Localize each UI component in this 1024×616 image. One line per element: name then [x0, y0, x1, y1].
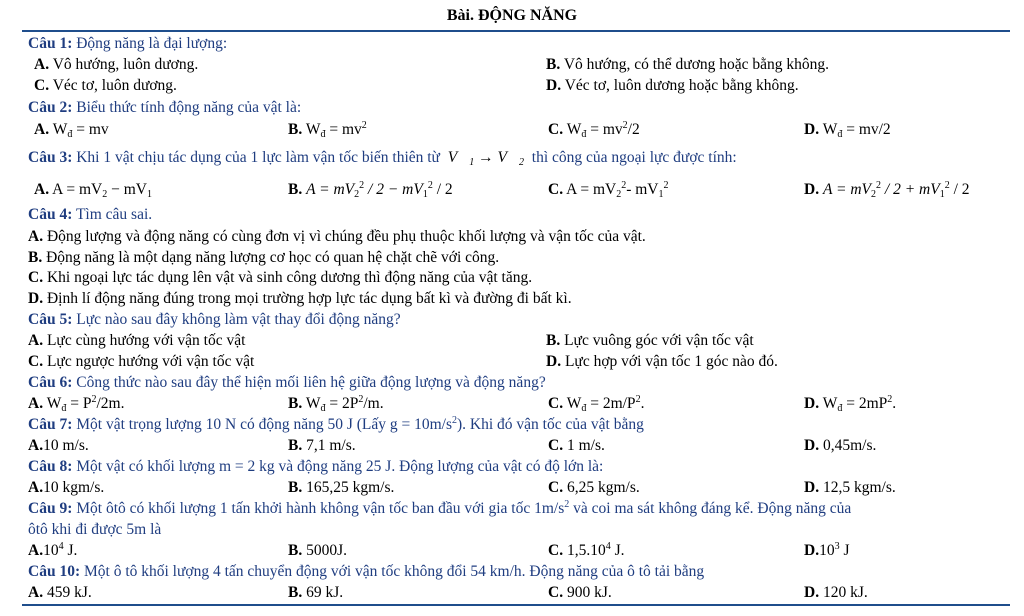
question-2: Câu 2: Biểu thức tính động năng của vật là: — [28, 99, 302, 116]
q2-option-a: A. $W_đ$ = mv — [34, 121, 109, 140]
q6-option-c: C. $W_đ = 2m/P^2$. — [548, 394, 645, 414]
q1-option-a: A. Vô hướng, luôn dương. — [34, 56, 199, 73]
q5-option-c: C. Lực ngược hướng với vận tốc vật — [28, 353, 255, 370]
q1-option-c: C. Véc tơ, luôn dương. — [34, 77, 177, 94]
question-8: Câu 8: Một vật có khối lượng m = 2 kg và động năng 25 J. Động lượng của vật có độ lớn là: — [28, 458, 604, 475]
q7-option-c: C. 1 m/s. — [548, 437, 605, 454]
q4-option-c: C. Khi ngoại lực tác dụng lên vật và sinh công dương thì động năng của vật tăng. — [28, 269, 533, 286]
q5-option-d: D. Lực hợp với vận tốc 1 góc nào đó. — [546, 353, 778, 370]
question-9-line2: ôtô khi đi được 5m là — [28, 521, 162, 538]
q10-option-d: D. 120 kJ. — [804, 584, 868, 601]
q8-option-b: B. 165,25 kgm/s. — [288, 479, 395, 496]
q6-option-a: A. $W_đ = P^2/2m$. — [28, 394, 125, 414]
q9-option-c: C. 1,5.10$^4$ J. — [548, 541, 625, 559]
question-3: Câu 3: Khi 1 vật chịu tác dụng của 1 lực làm vận tốc biến thiên từ $V⃗_1$ → $V⃗_2$ thì công của ngoại lực được tính: — [28, 149, 737, 168]
q3-option-c: C. $A = mV_2^2-$ $mV_1^2$ — [548, 180, 669, 200]
q3-option-d: D. $A = mV_2^2 / 2 + mV_1^2 / 2$ — [804, 180, 970, 200]
q4-option-d: D. Định lí động năng đúng trong mọi trường hợp lực tác dụng bất kì và đường đi bất kì. — [28, 290, 572, 307]
q9-option-d: $D.10^3$ J — [804, 541, 850, 559]
q8-option-a: A.10 kgm/s. — [28, 479, 105, 496]
q7-option-b: B. 7,1 m/s. — [288, 437, 356, 454]
q8-option-c: C. 6,25 kgm/s. — [548, 479, 640, 496]
q7-option-d: D. 0,45m/s. — [804, 437, 877, 454]
bottom-rule — [22, 604, 1010, 606]
question-10: Câu 10: Một ô tô khối lượng 4 tấn chuyển động với vận tốc không đổi 54 km/h. Động năng của ô tô tải bằng — [28, 563, 705, 580]
q3-option-b: B. $A = mV_2^2 / 2 - mV_1^2 / 2$ — [288, 180, 453, 200]
question-7: Câu 7: Một vật trọng lượng 10 N có động năng 50 J (Lấy $g = 10m/s^2$). Khi đó vận tốc của vật bằng — [28, 415, 644, 433]
q10-option-b: B. 69 kJ. — [288, 584, 344, 601]
q4-option-a: A. Động lượng và động năng có cùng đơn vị vì chúng đều phụ thuộc khối lượng và vận tốc của vật. — [28, 228, 646, 245]
q2-option-d: D. $W_đ = mv/2$ — [804, 121, 891, 140]
q2-option-b: B. $W_đ = mv^2$ — [288, 120, 367, 140]
q1-option-d: D. Véc tơ, luôn dương hoặc bằng không. — [546, 77, 799, 94]
question-1: Câu 1: Động năng là đại lượng: — [28, 35, 228, 52]
q2-option-c: C. $W_đ = mv^2/2$ — [548, 120, 640, 140]
q9-option-b: B. 5000J. — [288, 542, 348, 559]
velocity-vectors: $V⃗_1$ → $V⃗_2$ — [443, 149, 525, 168]
q6-option-b: B. $W_đ = 2P^2/m$. — [288, 394, 384, 414]
q6-option-d: D. $W_đ = 2mP^2$. — [804, 394, 897, 414]
title-rule — [22, 30, 1010, 32]
question-9: Câu 9: Một ôtô có khối lượng 1 tấn khởi hành không vận tốc ban đầu với gia tốc $1m/s^2$ và coi ma sát không đáng kể. Động năng của — [28, 499, 852, 517]
q8-option-d: D. 12,5 kgm/s. — [804, 479, 896, 496]
q4-option-b: B. Động năng là một dạng năng lượng cơ học có quan hệ chặt chẽ với công. — [28, 249, 500, 266]
q3-option-a: A. $A = mV_2 - mV_1$ — [34, 181, 152, 200]
q10-option-c: C. 900 kJ. — [548, 584, 612, 601]
q9-option-a: $A.10^4$ J. — [28, 541, 78, 559]
question-5: Câu 5: Lực nào sau đây không làm vật thay đổi động năng? — [28, 311, 401, 328]
question-6: Câu 6: Công thức nào sau đây thể hiện mối liên hệ giữa động lượng và động năng? — [28, 374, 546, 391]
q7-option-a: A.10 m/s. — [28, 437, 89, 454]
q5-option-b: B. Lực vuông góc với vận tốc vật — [546, 332, 754, 349]
question-4: Câu 4: Tìm câu sai. — [28, 206, 153, 223]
q1-option-b: B. Vô hướng, có thể dương hoặc bằng không. — [546, 56, 830, 73]
q5-option-a: A. Lực cùng hướng với vận tốc vật — [28, 332, 246, 349]
q10-option-a: A. 459 kJ. — [28, 584, 92, 601]
page-title: Bài. ĐỘNG NĂNG — [446, 7, 578, 24]
